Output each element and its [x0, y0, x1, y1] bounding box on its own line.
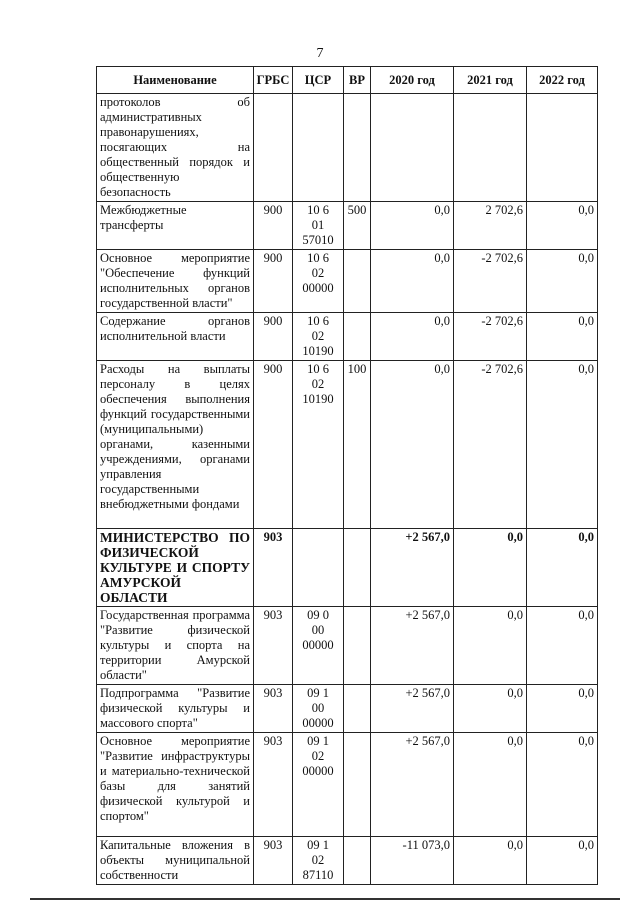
cell-csr: 09 1 02 87110: [293, 837, 344, 885]
header-csr: ЦСР: [293, 67, 344, 94]
budget-table: [96, 66, 598, 885]
cell-vr: [344, 250, 371, 313]
cell-2022: 0,0: [527, 685, 598, 733]
cell-grbs: 903: [254, 733, 293, 837]
cell-name: Государственная программа "Развитие физической культуры и спорта на территории Амурской области": [97, 607, 254, 685]
cell-name: Содержание органов исполнительной власти: [97, 313, 254, 361]
cell-grbs: 903: [254, 685, 293, 733]
cell-vr: [344, 607, 371, 685]
cell-2021: -2 702,6: [454, 313, 527, 361]
cell-2022: 0,0: [527, 361, 598, 529]
cell-2021: -2 702,6: [454, 361, 527, 529]
cell-grbs: 903: [254, 607, 293, 685]
cell-name: Капитальные вложения в объекты муниципальной собственности: [97, 837, 254, 885]
cell-2021: 0,0: [454, 607, 527, 685]
cell-csr: 10 6 02 10190: [293, 361, 344, 529]
table-row: [97, 685, 598, 733]
cell-2022: 0,0: [527, 607, 598, 685]
cell-csr: [293, 94, 344, 202]
table-row: [97, 361, 598, 529]
cell-2021: 0,0: [454, 837, 527, 885]
cell-grbs: [254, 94, 293, 202]
table-row: [97, 313, 598, 361]
cell-2022: 0,0: [527, 250, 598, 313]
cell-2021: 0,0: [454, 733, 527, 837]
cell-2020: 0,0: [371, 313, 454, 361]
cell-name: Расходы на выплаты персоналу в целях обеспечения выполнения функций государственными (муниципальными) органами, казенными учреждениями, органами управления государственными внебюджетными фондами: [97, 361, 254, 529]
cell-vr: [344, 94, 371, 202]
cell-2021: 0,0: [454, 685, 527, 733]
cell-vr: [344, 837, 371, 885]
cell-csr: 09 1 00 00000: [293, 685, 344, 733]
cell-csr: 10 6 02 00000: [293, 250, 344, 313]
cell-2020: +2 567,0: [371, 607, 454, 685]
table-row: [97, 202, 598, 250]
table-row: [97, 607, 598, 685]
cell-vr: [344, 313, 371, 361]
cell-name: Подпрограмма "Развитие физической культуры и массового спорта": [97, 685, 254, 733]
cell-2020: +2 567,0: [371, 685, 454, 733]
table-row: [97, 733, 598, 837]
cell-name: МИНИСТЕРСТВО ПО ФИЗИЧЕСКОЙ КУЛЬТУРЕ И СПОРТУ АМУРСКОЙ ОБЛАСТИ: [97, 529, 254, 607]
header-vr: ВР: [344, 67, 371, 94]
cell-2020: +2 567,0: [371, 529, 454, 607]
cell-name: Основное мероприятие "Развитие инфраструктуры и материально-технической базы для занятий физической культурой и спортом": [97, 733, 254, 837]
cell-2022: 0,0: [527, 202, 598, 250]
cell-vr: [344, 685, 371, 733]
cell-vr: [344, 733, 371, 837]
cell-2020: 0,0: [371, 202, 454, 250]
cell-2022: 0,0: [527, 733, 598, 837]
table-body: [97, 94, 598, 885]
cell-name: Межбюджетные трансферты: [97, 202, 254, 250]
table-row: [97, 94, 598, 202]
cell-2020: [371, 94, 454, 202]
table-row: [97, 837, 598, 885]
cell-vr: 100: [344, 361, 371, 529]
header-2020: 2020 год: [371, 67, 454, 94]
cell-2020: 0,0: [371, 361, 454, 529]
cell-csr: 09 0 00 00000: [293, 607, 344, 685]
cell-2022: 0,0: [527, 313, 598, 361]
cell-grbs: 903: [254, 529, 293, 607]
cell-2022: 0,0: [527, 837, 598, 885]
cell-2022: [527, 94, 598, 202]
cell-csr: 10 6 01 57010: [293, 202, 344, 250]
header-grbs: ГРБС: [254, 67, 293, 94]
cell-name: Основное мероприятие "Обеспечение функций исполнительных органов государственной власти": [97, 250, 254, 313]
cell-2021: -2 702,6: [454, 250, 527, 313]
table-row: [97, 529, 598, 607]
table-header-row: [97, 67, 598, 94]
header-2022: 2022 год: [527, 67, 598, 94]
cell-2020: +2 567,0: [371, 733, 454, 837]
cell-grbs: 900: [254, 250, 293, 313]
cell-csr: 10 6 02 10190: [293, 313, 344, 361]
cell-grbs: 900: [254, 361, 293, 529]
cell-2021: 2 702,6: [454, 202, 527, 250]
cell-2021: [454, 94, 527, 202]
cell-csr: 09 1 02 00000: [293, 733, 344, 837]
cell-grbs: 900: [254, 202, 293, 250]
page-number: 7: [316, 46, 324, 61]
table-row: [97, 250, 598, 313]
cell-csr: [293, 529, 344, 607]
cell-2020: -11 073,0: [371, 837, 454, 885]
cell-2022: 0,0: [527, 529, 598, 607]
cell-vr: 500: [344, 202, 371, 250]
cell-grbs: 900: [254, 313, 293, 361]
page-bottom-rule: [30, 898, 620, 900]
header-2021: 2021 год: [454, 67, 527, 94]
cell-2020: 0,0: [371, 250, 454, 313]
header-name: Наименование: [97, 67, 254, 94]
cell-name: протоколов об административных правонарушениях, посягающих на общественный порядок и общественную безопасность: [97, 94, 254, 202]
cell-vr: [344, 529, 371, 607]
cell-2021: 0,0: [454, 529, 527, 607]
cell-grbs: 903: [254, 837, 293, 885]
